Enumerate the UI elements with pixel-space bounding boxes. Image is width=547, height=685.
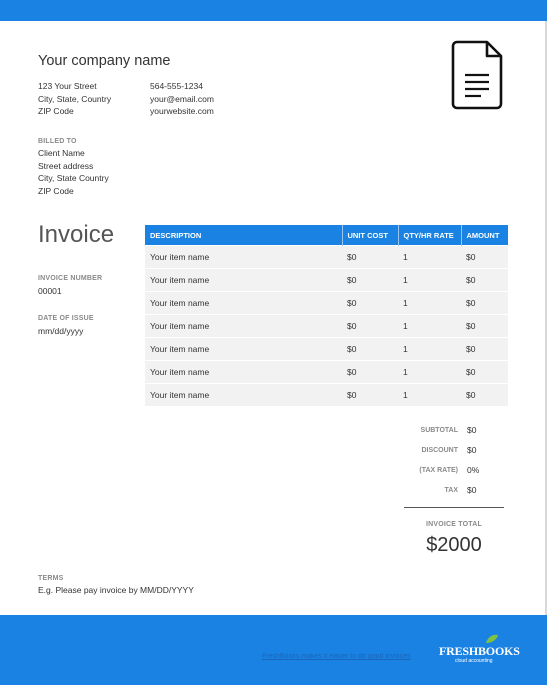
column-header-unit-cost: UNIT COST	[342, 225, 398, 246]
logo-wordmark: FRESHBOOKS	[439, 644, 520, 658]
item-qty: 1	[398, 315, 461, 338]
tax-row	[380, 480, 500, 500]
discount-label: DISCOUNT	[421, 446, 458, 454]
terms-section	[38, 575, 194, 597]
item-unit-cost: $0	[342, 338, 398, 361]
table-row	[145, 361, 508, 384]
item-unit-cost: $0	[342, 246, 398, 269]
terms-text: E.g. Please pay invoice by MM/DD/YYYY	[38, 585, 194, 595]
company-name: Your company name	[38, 53, 171, 69]
company-contact	[150, 80, 214, 118]
address-line: City, State, Country	[38, 93, 112, 104]
subtotal-row	[380, 420, 500, 440]
item-qty: 1	[398, 246, 461, 269]
client-city: City, State Country	[38, 173, 109, 183]
client-zip: ZIP Code	[38, 185, 74, 196]
item-unit-cost: $0	[342, 315, 398, 338]
item-amount: $0	[461, 338, 508, 361]
invoice-total-value: $2000	[426, 534, 482, 556]
column-header-description: DESCRIPTION	[145, 225, 342, 246]
discount-value: $0	[467, 445, 477, 455]
item-description: Your item name	[145, 292, 342, 315]
terms-label: TERMS	[38, 575, 64, 582]
client-street: Street address	[38, 160, 94, 171]
tax-value: $0	[467, 485, 477, 495]
invoice-title: Invoice	[38, 221, 115, 248]
table-row	[145, 269, 508, 292]
total-divider	[404, 507, 504, 508]
item-description: Your item name	[145, 246, 342, 269]
date-of-issue: mm/dd/yyyy	[38, 326, 84, 336]
logo-tagline: cloud accounting	[455, 658, 493, 664]
leaf-icon	[485, 634, 499, 644]
item-qty: 1	[398, 292, 461, 315]
item-description: Your item name	[145, 384, 342, 407]
item-qty: 1	[398, 361, 461, 384]
totals-summary	[380, 420, 500, 500]
document-icon	[451, 40, 503, 110]
client-name: Client Name	[38, 148, 85, 158]
column-header-amount: AMOUNT	[461, 225, 508, 246]
address-line: ZIP Code	[38, 106, 74, 116]
invoice-total-label: INVOICE TOTAL	[425, 521, 482, 528]
invoice-number-label: INVOICE NUMBER	[38, 275, 103, 282]
date-of-issue-label: DATE OF ISSUE	[38, 315, 94, 322]
date-of-issue-section	[38, 315, 94, 338]
billed-to-label: BILLED TO	[38, 138, 77, 145]
address-line: 123 Your Street	[38, 81, 97, 91]
invoice-number-section	[38, 275, 102, 298]
item-description: Your item name	[145, 269, 342, 292]
tax-rate-row	[380, 460, 500, 480]
item-amount: $0	[461, 384, 508, 407]
table-row	[145, 315, 508, 338]
item-description: Your item name	[145, 338, 342, 361]
company-address	[38, 80, 111, 118]
item-unit-cost: $0	[342, 269, 398, 292]
item-amount: $0	[461, 246, 508, 269]
tax-label: TAX	[444, 486, 458, 494]
tax-rate-value: 0%	[467, 465, 480, 475]
item-qty: 1	[398, 269, 461, 292]
billed-to-section	[38, 138, 109, 197]
table-row	[145, 292, 508, 315]
email-address: your@email.com	[150, 93, 214, 104]
freshbooks-logo	[439, 636, 520, 664]
item-unit-cost: $0	[342, 292, 398, 315]
invoice-number: 00001	[38, 286, 62, 296]
item-amount: $0	[461, 269, 508, 292]
item-amount: $0	[461, 315, 508, 338]
phone-number: 564-555-1234	[150, 81, 203, 91]
subtotal-label: SUBTOTAL	[420, 426, 458, 434]
line-items-table	[145, 225, 508, 406]
discount-row	[380, 440, 500, 460]
item-qty: 1	[398, 384, 461, 407]
item-unit-cost: $0	[342, 361, 398, 384]
tax-rate-label: (TAX RATE)	[419, 466, 458, 474]
column-header-qty: QTY/HR RATE	[398, 225, 461, 246]
item-description: Your item name	[145, 315, 342, 338]
subtotal-value: $0	[467, 425, 477, 435]
item-description: Your item name	[145, 361, 342, 384]
table-header-row	[145, 225, 508, 246]
item-amount: $0	[461, 361, 508, 384]
website: yourwebsite.com	[150, 106, 214, 116]
top-accent-bar	[0, 0, 547, 21]
freshbooks-link[interactable]: FreshBooks makes it easier to do good invoices	[262, 653, 411, 660]
item-qty: 1	[398, 338, 461, 361]
item-amount: $0	[461, 292, 508, 315]
table-row	[145, 384, 508, 407]
item-unit-cost: $0	[342, 384, 398, 407]
table-row	[145, 338, 508, 361]
table-row	[145, 246, 508, 269]
